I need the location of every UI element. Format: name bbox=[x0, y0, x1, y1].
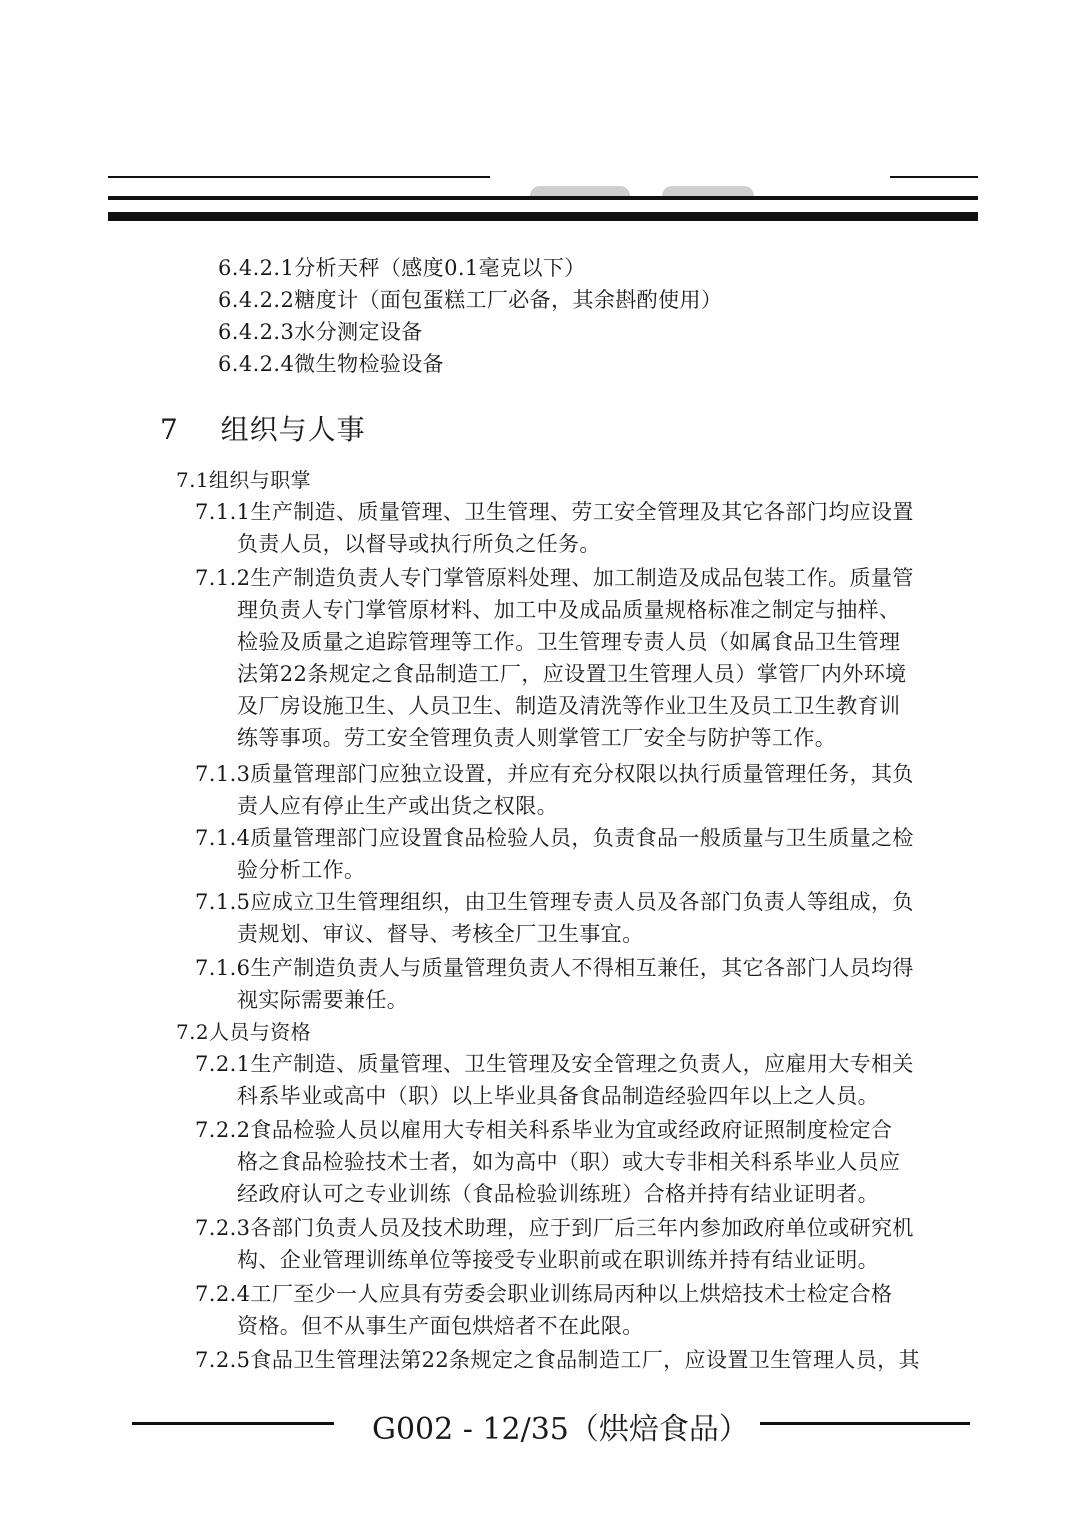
section-number: 7 bbox=[160, 413, 179, 446]
sub-item-6421: 6.4.2.1分析天秤（感度0.1毫克以下） bbox=[218, 256, 586, 280]
header-rule-thin-right bbox=[890, 176, 978, 178]
clause-cont-line: 验分析工作。 bbox=[237, 858, 366, 882]
clause-7-2-2 bbox=[195, 1114, 935, 1210]
clause-cont-line: 构、企业管理训练单位等接受专业职前或在职训练并持有结业证明。 bbox=[237, 1248, 879, 1272]
footer-rule-right bbox=[760, 1422, 970, 1425]
clause-cont-line: 检验及质量之追踪管理等工作。卫生管理专责人员（如属食品卫生管理 bbox=[237, 630, 901, 654]
clause-cont-line: 练等事项。劳工安全管理负责人则掌管工厂安全与防护等工作。 bbox=[237, 726, 837, 750]
subsection-heading-7-1: 7.1组织与职掌 bbox=[176, 468, 312, 492]
clause-cont-line: 法第22条规定之食品制造工厂，应设置卫生管理人员）掌管厂内外环境 bbox=[237, 662, 907, 686]
clause-first-line: 7.1.5应成立卫生管理组织，由卫生管理专责人员及各部门负责人等组成，负 bbox=[195, 890, 914, 914]
clause-cont-line: 格之食品检验技术士者，如为高中（职）或大专非相关科系毕业人员应 bbox=[237, 1150, 901, 1174]
footer-rule-left bbox=[132, 1422, 334, 1425]
clause-cont-line: 理负责人专门掌管原材料、加工中及成品质量规格标准之制定与抽样、 bbox=[237, 598, 901, 622]
clause-first-line: 7.1.2生产制造负责人专门掌管原料处理、加工制造及成品包装工作。质量管 bbox=[195, 566, 914, 590]
header-rule-medium bbox=[108, 196, 978, 200]
clause-7-1-3 bbox=[195, 758, 935, 822]
clause-cont-line: 经政府认可之专业训练（食品检验训练班）合格并持有结业证明者。 bbox=[237, 1182, 879, 1206]
section-heading bbox=[160, 414, 366, 446]
clause-cont-line: 视实际需要兼任。 bbox=[237, 988, 409, 1012]
header-rule-thin-left bbox=[108, 176, 490, 178]
clause-7-2-4 bbox=[195, 1278, 935, 1342]
clause-cont-line: 及厂房设施卫生、人员卫生、制造及清洗等作业卫生及员工卫生教育训 bbox=[237, 694, 901, 718]
clause-first-line: 7.2.4工厂至少一人应具有劳委会职业训练局丙种以上烘焙技术士检定合格 bbox=[195, 1282, 893, 1306]
clause-7-2-3 bbox=[195, 1212, 935, 1276]
clause-7-1-4 bbox=[195, 822, 935, 886]
clause-cont-line: 科系毕业或高中（职）以上毕业具备食品制造经验四年以上之人员。 bbox=[237, 1084, 879, 1108]
header-decoration-right bbox=[662, 186, 754, 196]
section-title: 组织与人事 bbox=[220, 413, 366, 446]
clause-7-1-6 bbox=[195, 952, 935, 1016]
sub-item-6423: 6.4.2.3水分测定设备 bbox=[218, 320, 423, 344]
clause-7-2-5 bbox=[195, 1344, 935, 1376]
sub-item-6424: 6.4.2.4微生物检验设备 bbox=[218, 352, 445, 376]
clause-first-line: 7.2.5食品卫生管理法第22条规定之食品制造工厂，应设置卫生管理人员，其 bbox=[195, 1348, 920, 1372]
clause-first-line: 7.1.6生产制造负责人与质量管理负责人不得相互兼任，其它各部门人员均得 bbox=[195, 956, 914, 980]
clause-first-line: 7.1.3质量管理部门应独立设置，并应有充分权限以执行质量管理任务，其负 bbox=[195, 762, 914, 786]
clause-first-line: 7.1.4质量管理部门应设置食品检验人员，负责食品一般质量与卫生质量之检 bbox=[195, 826, 914, 850]
header-decoration-left bbox=[530, 186, 630, 196]
subsection-heading-7-2: 7.2人员与资格 bbox=[176, 1020, 312, 1044]
clause-cont-line: 责人应有停止生产或出货之权限。 bbox=[237, 794, 558, 818]
footer-page-label: G002 - 12/35（烘焙食品） bbox=[372, 1412, 749, 1447]
clause-7-1-1 bbox=[195, 496, 935, 560]
clause-first-line: 7.2.1生产制造、质量管理、卫生管理及安全管理之负责人，应雇用大专相关 bbox=[195, 1052, 914, 1076]
clause-cont-line: 责规划、审议、督导、考核全厂卫生事宜。 bbox=[237, 922, 644, 946]
header-rule-thick bbox=[108, 212, 978, 221]
clause-cont-line: 负责人员，以督导或执行所负之任务。 bbox=[237, 532, 601, 556]
clause-cont-line: 资格。但不从事生产面包烘焙者不在此限。 bbox=[237, 1314, 644, 1338]
clause-first-line: 7.1.1生产制造、质量管理、卫生管理、劳工安全管理及其它各部门均应设置 bbox=[195, 500, 914, 524]
clause-7-1-2 bbox=[195, 562, 935, 754]
sub-item-6422: 6.4.2.2糖度计（面包蛋糕工厂必备，其余斟酌使用） bbox=[218, 288, 723, 312]
clause-7-1-5 bbox=[195, 886, 935, 950]
clause-first-line: 7.2.2食品检验人员以雇用大专相关科系毕业为宜或经政府证照制度检定合 bbox=[195, 1118, 893, 1142]
clause-7-2-1 bbox=[195, 1048, 935, 1112]
clause-first-line: 7.2.3各部门负责人员及技术助理，应于到厂后三年内参加政府单位或研究机 bbox=[195, 1216, 914, 1240]
